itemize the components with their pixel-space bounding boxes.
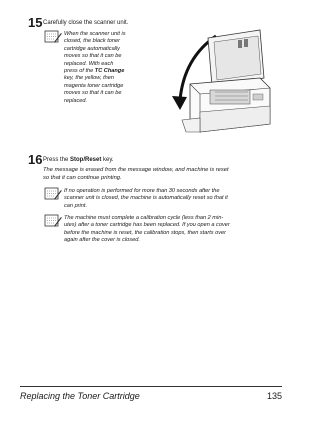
note-line: scanner unit is closed, the machine is automatically reset so that it — [64, 195, 228, 202]
note-line: moves so that it can be — [64, 53, 122, 60]
para-line: The message is erased from the message window, and machine is reset — [43, 167, 229, 173]
note-line: before the machine is reset, the calibration stops, then starts over — [64, 229, 226, 236]
note-line: again after the cover is closed. — [64, 237, 140, 244]
note-line: The machine must complete a calibration cycle (less than 2 min- — [64, 215, 224, 221]
step-15-note — [64, 31, 156, 105]
para-line: so that it can continue printing. — [43, 174, 122, 181]
note-line: replaced. — [64, 97, 88, 104]
stop-reset-key: Stop/Reset — [70, 157, 102, 163]
step-16-note-2 — [64, 215, 274, 245]
note-icon — [44, 30, 62, 44]
note-icon — [44, 214, 62, 228]
step-number: 16 — [28, 152, 43, 167]
note-line: If no operation is performed for more than 30 seconds after the — [64, 188, 220, 194]
step-instruction: Press the Stop/Reset key. — [43, 157, 114, 163]
footer-divider — [20, 386, 282, 387]
step-number: 15 — [28, 15, 43, 30]
note-line: moves so that it can be — [64, 90, 122, 97]
printer-illustration — [160, 28, 280, 140]
note-line: When the scanner unit is — [64, 31, 126, 37]
tc-change-key: TC Change — [94, 68, 125, 75]
note-icon — [44, 187, 62, 201]
note-line: utes) after a toner cartridge has been replaced. If you open a cover — [64, 222, 230, 229]
note-line: cartridge automatically — [64, 45, 120, 52]
note-line: closed, the black toner — [64, 38, 120, 45]
footer-section-title: Replacing the Toner Cartridge — [20, 391, 140, 401]
step-16-description — [43, 167, 268, 182]
note-line: key, the yellow, then — [64, 75, 114, 82]
step-instruction: Carefully close the scanner unit. — [43, 20, 129, 26]
note-line: magenta toner cartridge — [64, 82, 124, 89]
step-16-note-1 — [64, 188, 274, 210]
note-line: replaced. With each — [64, 60, 114, 67]
note-line: press of the TC Change — [64, 68, 125, 75]
page-number: 135 — [266, 391, 282, 401]
note-line: can print. — [64, 202, 88, 209]
